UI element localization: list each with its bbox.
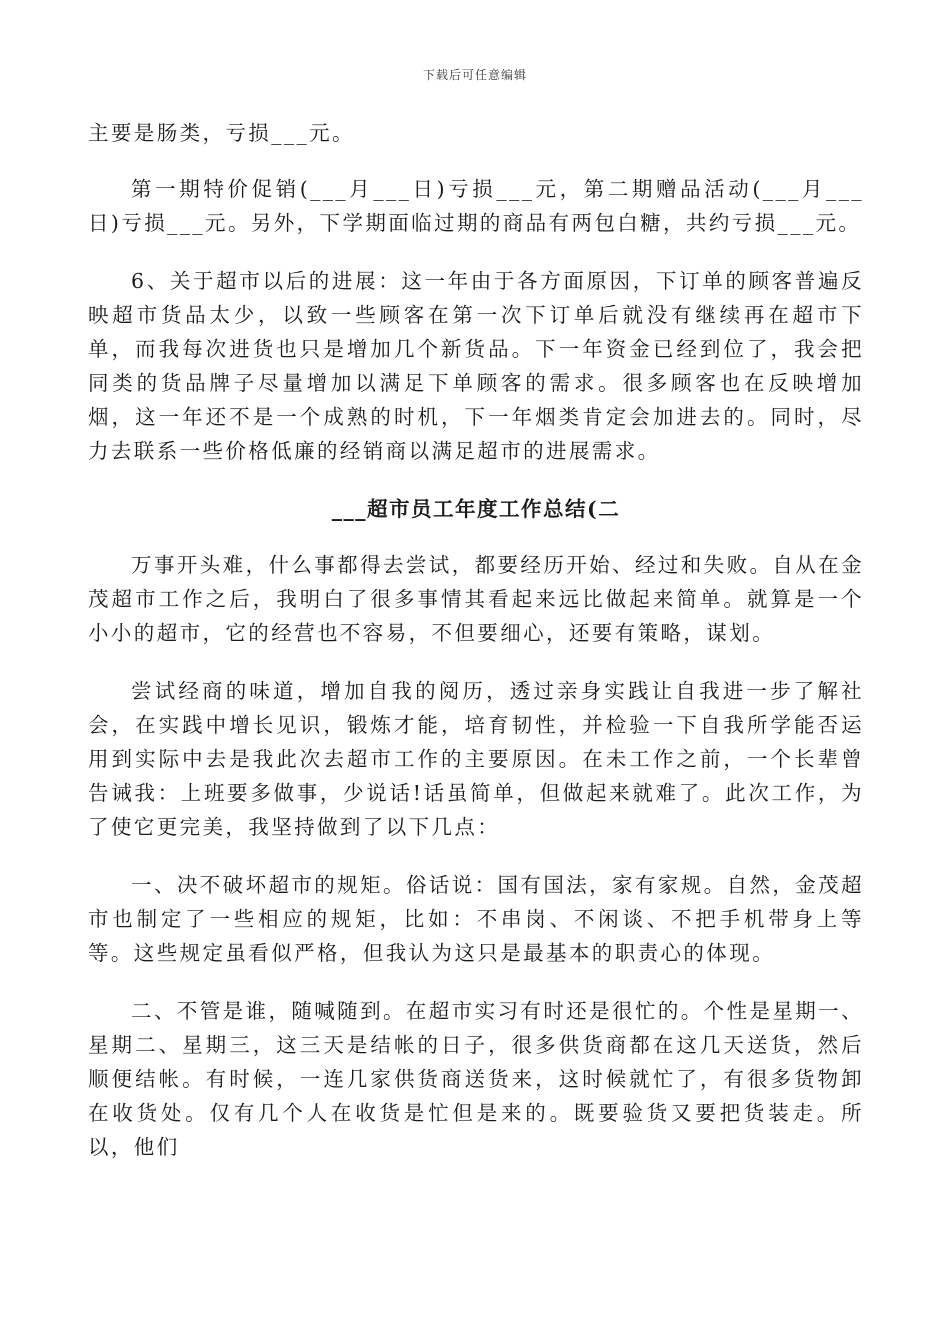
paragraph-continuation: 主要是肠类，亏损___元。	[88, 121, 355, 145]
paragraph-intro: 万事开头难，什么事都得去尝试，都要经历开始、经过和失败。自从在金茂超市工作之后，我明白了很多事情其看起来远比做起来简单。就算是一个小小的超市，它的经营也不容易，不但要细心，还要有策略，谋划。	[88, 553, 864, 645]
paragraph-promotion-losses: 第一期特价促销(___月___日)亏损___元，第二期赠品活动(___月___日)亏损___元。另外，下学期面临过期的商品有两包白糖，共约亏损___元。	[88, 177, 864, 235]
header-note: 下载后可任意编辑	[422, 68, 527, 82]
paragraph-point-one: 一、决不破坏超市的规矩。俗话说：国有国法，家有家规。自然，金茂超市也制定了一些相应的规矩，比如：不串岗、不闲谈、不把手机带身上等等。这些规定虽看似严格，但我认为这只是最基本的职责心的体现。	[88, 873, 864, 965]
document-body	[88, 116, 864, 1188]
paragraph-point-two: 二、不管是谁，随喊随到。在超市实习有时还是很忙的。个性是星期一、星期二、星期三，这三天是结帐的日子，很多供货商都在这几天送货，然后顺便结帐。有时候，一连几家供货商送货来，这时候就忙了，有很多货物卸在收货处。仅有几个人在收货是忙但是来的。既要验货又要把货装走。所以，他们	[88, 999, 864, 1159]
section-title: ___超市员工年度工作总结(二	[331, 497, 621, 521]
paragraph-reasons: 尝试经商的味道，增加自我的阅历，透过亲身实践让自我进一步了解社会，在实践中增长见识，锻炼才能，培育韧性，并检验一下自我所学能否运用到实际中去是我此次去超市工作的主要原因。在未工作之前，一个长辈曾告诫我：上班要多做事，少说话!话虽简单，但做起来就难了。此次工作，为了使它更完美，我坚持做到了以下几点：	[88, 679, 864, 839]
paragraph-future-development: 6、关于超市以后的进展：这一年由于各方面原因，下订单的顾客普遍反映超市货品太少，以致一些顾客在第一次下订单后就没有继续再在超市下单，而我每次进货也只是增加几个新货品。下一年资金已经到位了，我会把同类的货品牌子尽量增加以满足下单顾客的需求。很多顾客也在反映增加烟，这一年还不是一个成熟的时机，下一年烟类肯定会加进去的。同时，尽力去联系一些价格低廉的经销商以满足超市的进展需求。	[88, 269, 864, 463]
